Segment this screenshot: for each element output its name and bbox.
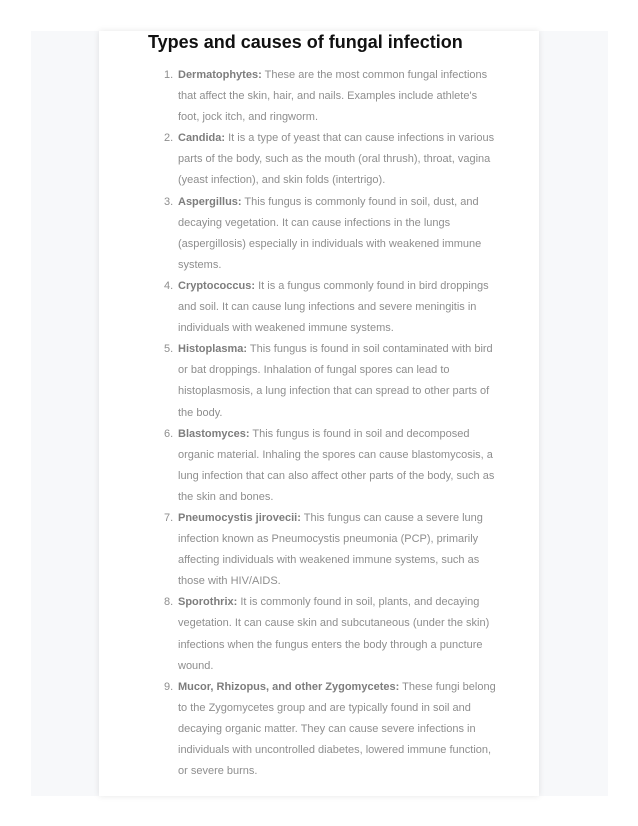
list-item [164,677,498,782]
item-number: 2. [164,132,174,145]
item-description: These fungi belong to the Zygomycetes group and are typically found in soil and decaying organic matter. They can cause severe infections in individuals with uncontrolled diabetes, lowered immune function, or severe burns. [178,680,496,778]
item-description: This fungus is commonly found in soil, dust, and decaying vegetation. It can cause infections in the lungs (aspergillosis) especially in individuals with weakened immune systems. [178,195,482,271]
list-item [164,65,498,128]
item-term: Cryptococcus: [178,279,256,292]
page-title: Types and causes of fungal infection [148,32,463,52]
item-term: Sporothrix: [178,596,238,609]
fungal-infection-list [164,65,498,782]
item-description: It is commonly found in soil, plants, and decaying vegetation. It can cause skin and subcutaneous (under the skin) infections when the fungus enters the body through a puncture wound. [178,596,490,672]
item-term: Histoplasma: [178,343,248,356]
item-number: 4. [164,279,174,292]
item-description: It is a fungus commonly found in bird droppings and soil. It can cause lung infections and severe meningitis in individuals with weakened immune systems. [178,279,489,335]
item-number: 3. [164,195,174,208]
item-description: This fungus can cause a severe lung infection known as Pneumocystis pneumonia (PCP), primarily affecting individuals with weakened immune systems, such as those with HIV/AIDS. [178,511,483,588]
item-term: Pneumocystis jirovecii: [178,511,301,524]
item-term: Candida: [178,132,226,145]
list-item [164,592,498,676]
list-item [164,128,498,191]
item-description: This fungus is found in soil and decomposed organic material. Inhaling the spores can cause blastomycosis, a lung infection that can also affect other parts of the body, such as the skin and bones. [178,427,495,503]
item-description: It is a type of yeast that can cause infections in various parts of the body, such as the mouth (oral thrush), throat, vagina (yeast infection), and skin folds (intertrigo). [178,132,495,187]
list-item [164,276,498,339]
item-number: 5. [164,343,174,356]
item-number: 8. [164,596,174,609]
list-item [164,339,498,423]
list-item [164,508,498,592]
item-number: 9. [164,680,174,693]
item-term: Blastomyces: [178,427,250,440]
list-item [164,424,498,508]
item-number: 7. [164,511,174,524]
list-item [164,192,498,276]
item-description: These are the most common fungal infections that affect the skin, hair, and nails. Examples include athlete's foot, jock itch, and ringworm. [178,69,488,124]
item-term: Dermatophytes: [178,69,262,81]
item-number: 1. [164,69,174,81]
item-description: This fungus is found in soil contaminated with bird or bat droppings. Inhalation of fungal spores can lead to histoplasmosis, a lung infection that can spread to other parts of the body. [178,343,493,419]
item-number: 6. [164,427,174,440]
item-term: Mucor, Rhizopus, and other Zygomycetes: [178,680,400,693]
item-term: Aspergillus: [178,195,242,208]
